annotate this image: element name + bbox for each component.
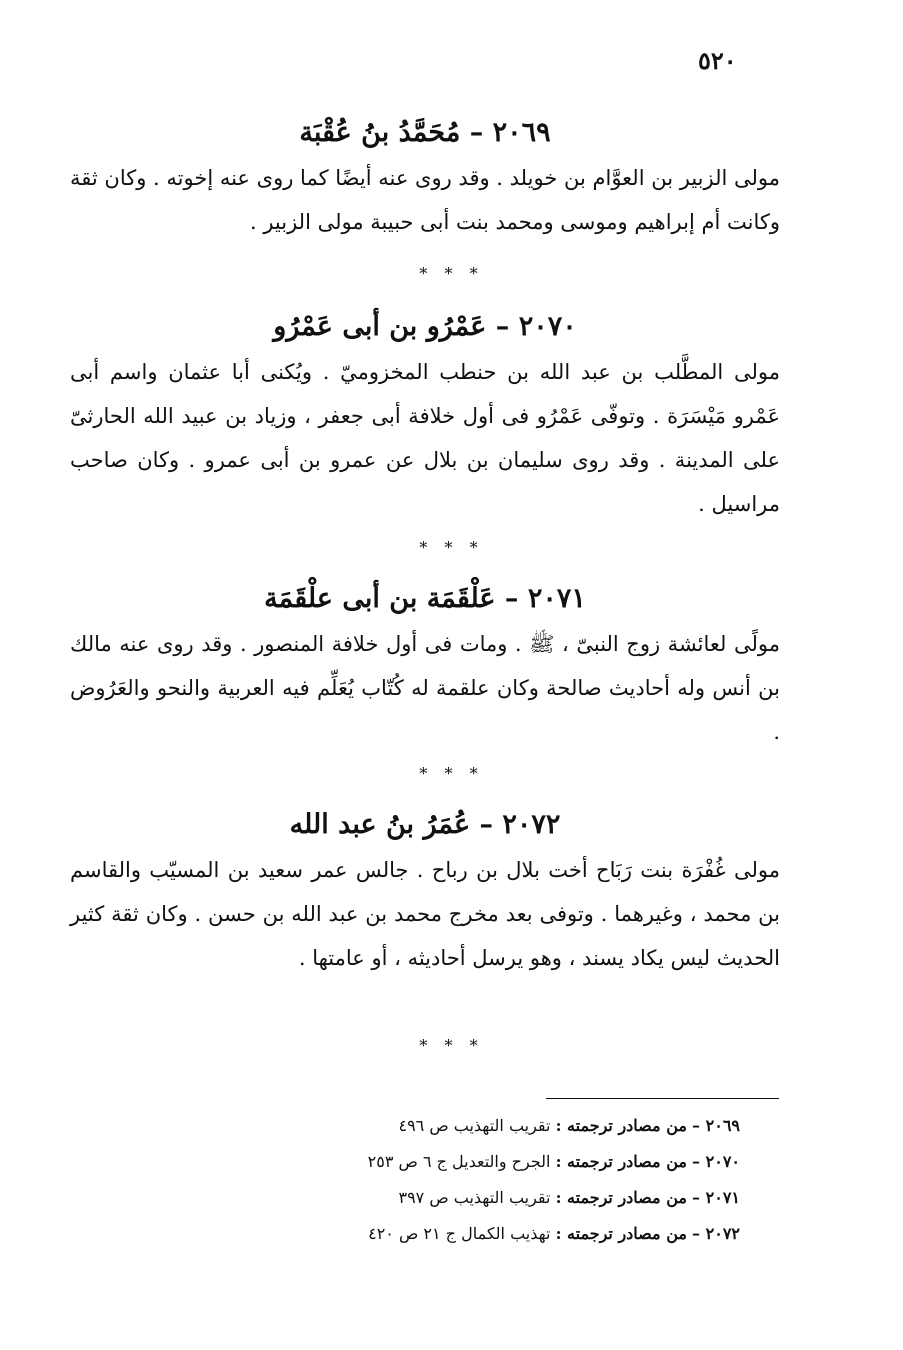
footnote-source: تهذيب الكمال ج ٢١ ص ٤٢٠ bbox=[368, 1224, 551, 1243]
entry-body: مولى المطَّلب بن عبد الله بن حنطب المخزوميّ . ويُكنى أبا عثمان واسم أبى عَمْرو مَيْسَرَة . وتوفّى عَمْرُو فى أول خلافة أبى جعفر ، وزياد بن عبيد الله الحارثىّ على المدينة . وقد روى سليمان بن بلال عن عمرو بن أبى عمرو . وكان صاحب مراسيل . bbox=[70, 360, 780, 516]
section-separator: * * * bbox=[419, 764, 484, 783]
biography-entry bbox=[70, 802, 780, 980]
biography-entry bbox=[70, 576, 780, 754]
entry-body: مولى غُفْرَة بنت رَبَاح أخت بلال بن رباح . جالس عمر سعيد بن المسيّب والقاسم بن محمد ، وغيرهما . وتوفى بعد مخرج محمد بن عبد الله بن حسن . وكان ثقة كثير الحديث ليس يكاد يسند ، وهو يرسل أحاديثه ، أو عامتها . bbox=[70, 858, 780, 970]
footnote-number: ٢٠٧٠ – bbox=[692, 1152, 740, 1171]
footnote bbox=[200, 1144, 740, 1180]
footnote-source: الجرح والتعديل ج ٦ ص ٢٥٣ bbox=[367, 1152, 551, 1171]
footnote-source: تقريب التهذيب ص ٣٩٧ bbox=[398, 1188, 551, 1207]
biography-entry bbox=[70, 304, 780, 526]
entry-title: ٢٠٧٠ – عَمْرُو بن أبى عَمْرُو bbox=[273, 311, 577, 342]
section-separator: * * * bbox=[419, 264, 484, 283]
entry-title: ٢٠٧٢ – عُمَرُ بنُ عبد الله bbox=[289, 809, 561, 840]
footnote-rule bbox=[546, 1098, 779, 1099]
footnote-source: تقريب التهذيب ص ٤٩٦ bbox=[398, 1116, 551, 1135]
footnote-number: ٢٠٦٩ – bbox=[692, 1116, 740, 1135]
footnote-label: من مصادر ترجمته : bbox=[555, 1224, 687, 1243]
footnote bbox=[200, 1216, 740, 1252]
footnote-label: من مصادر ترجمته : bbox=[555, 1116, 687, 1135]
entry-title: ٢٠٦٩ – مُحَمَّدُ بنُ عُقْبَة bbox=[299, 117, 551, 148]
section-separator: * * * bbox=[419, 1036, 484, 1055]
footnote-number: ٢٠٧١ – bbox=[692, 1188, 740, 1207]
footnote bbox=[200, 1108, 740, 1144]
biography-entry bbox=[70, 110, 780, 244]
footnote-number: ٢٠٧٢ – bbox=[692, 1224, 740, 1243]
footnotes-list bbox=[200, 1108, 740, 1252]
entry-body: مولى الزبير بن العوَّام بن خويلد . وقد روى عنه أيضًا كما روى عنه إخوته . وكان ثقة وكانت أم إبراهيم وموسى ومحمد بنت أبى حبيبة مولى الزبير . bbox=[70, 166, 780, 234]
footnote-label: من مصادر ترجمته : bbox=[555, 1152, 687, 1171]
entry-body: مولًى لعائشة زوج النبىّ ، ﷺ . ومات فى أول خلافة المنصور . وقد روى عنه مالك بن أنس وله أحاديث صالحة وكان علقمة له كُتّاب يُعَلِّم فيه العربية والنحو والعَرُوض . bbox=[70, 632, 780, 744]
footnote-label: من مصادر ترجمته : bbox=[555, 1188, 687, 1207]
entry-title: ٢٠٧١ – عَلْقَمَة بن أبى علْقَمَة bbox=[264, 583, 586, 614]
footnote bbox=[200, 1180, 740, 1216]
section-separator: * * * bbox=[419, 538, 484, 557]
page-number: ٥٢٠ bbox=[698, 46, 737, 75]
